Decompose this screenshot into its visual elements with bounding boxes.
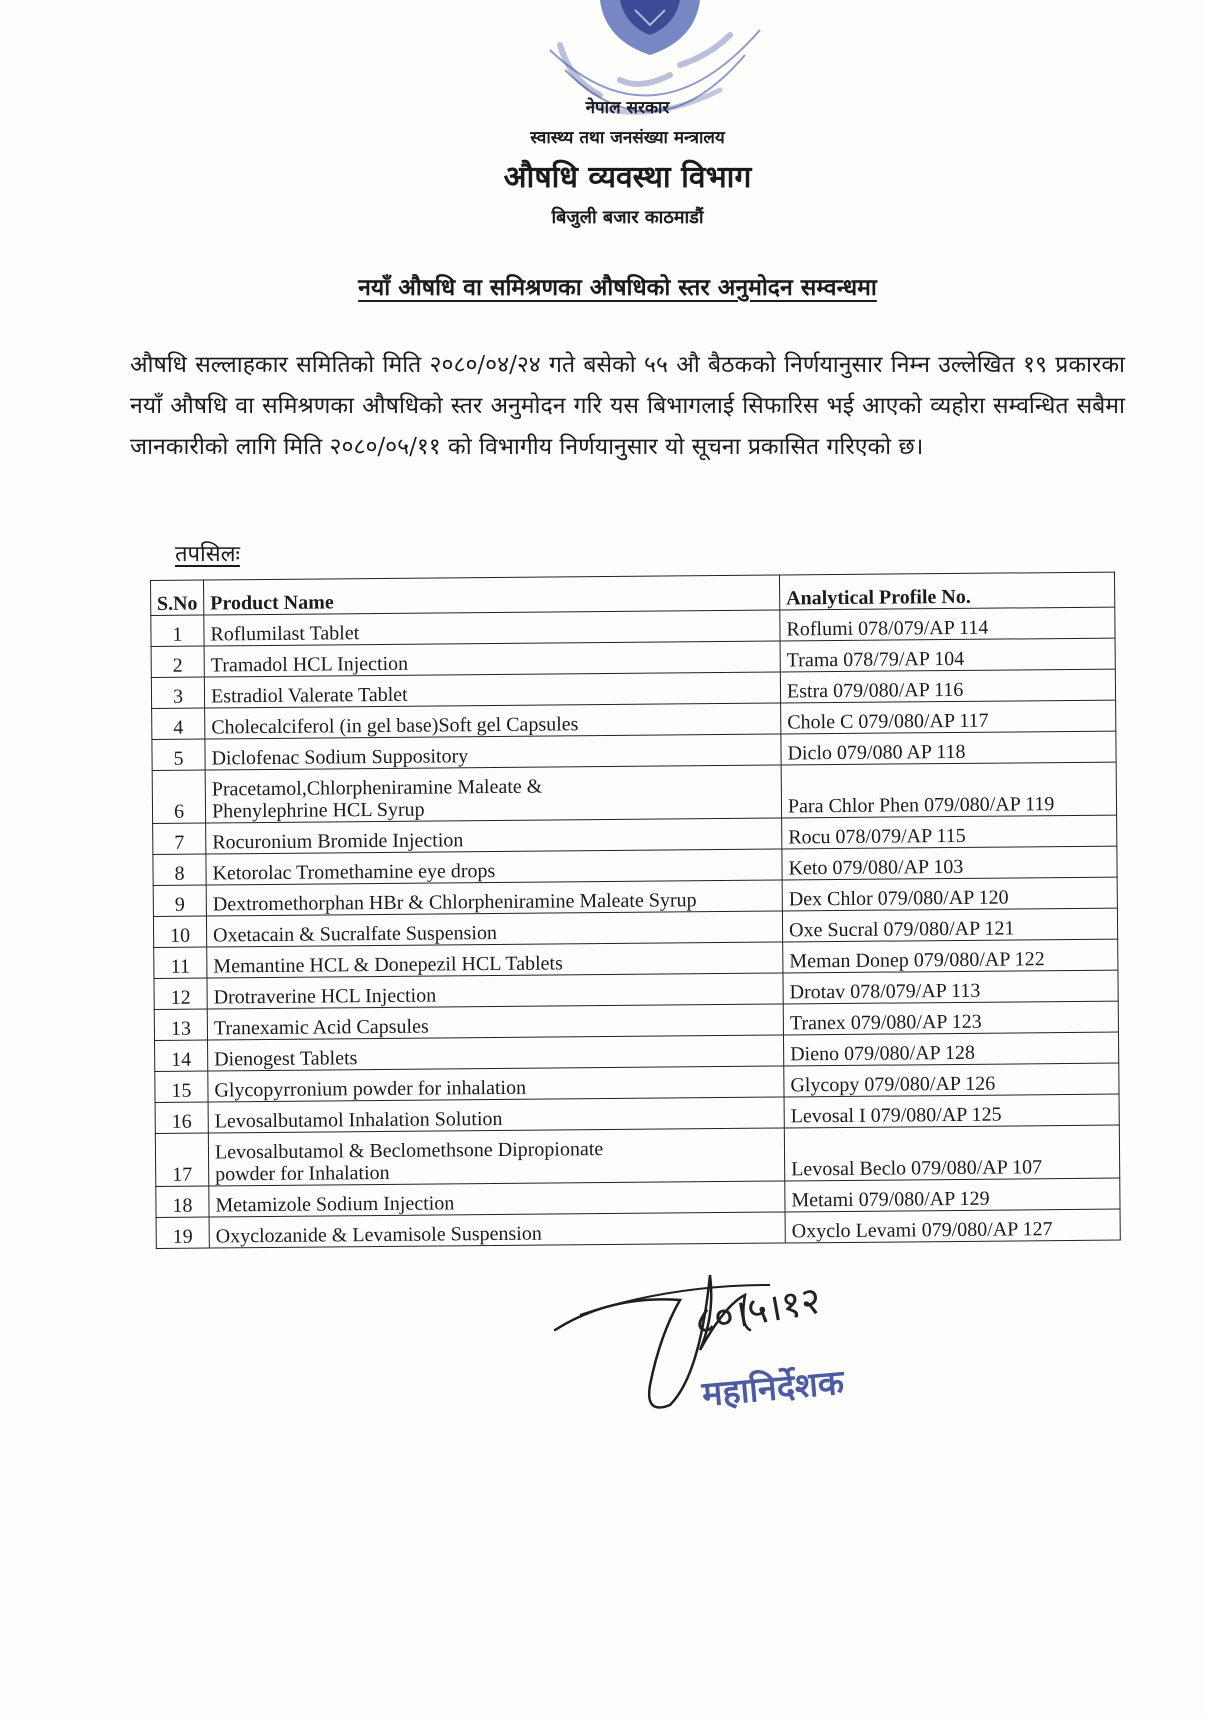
- row-analytical-profile: Dieno 079/080/AP 128: [783, 1032, 1118, 1066]
- row-sno: 19: [156, 1217, 209, 1248]
- row-sno: 4: [152, 708, 205, 739]
- row-analytical-profile: Diclo 079/080 AP 118: [781, 731, 1116, 765]
- row-sno: 9: [153, 885, 206, 916]
- row-product-name: Memantine HCL & Donepezil HCL Tablets: [207, 942, 783, 978]
- row-product-name: Roflumilast Tablet: [204, 610, 780, 646]
- row-product-name: Dextromethorphan HBr & Chlorpheniramine Maleate Syrup: [206, 880, 782, 916]
- row-product-name: Estradiol Valerate Tablet: [204, 672, 780, 708]
- row-sno: 13: [154, 1009, 207, 1040]
- row-product-name: Oxyclozanide & Levamisole Suspension: [209, 1212, 785, 1248]
- table-row: [155, 1125, 1119, 1186]
- row-analytical-profile: Tranex 079/080/AP 123: [783, 1001, 1118, 1035]
- row-analytical-profile: Chole C 079/080/AP 117: [781, 700, 1116, 734]
- header-sno: S.No: [151, 580, 204, 615]
- row-analytical-profile: Levosal I 079/080/AP 125: [784, 1094, 1119, 1128]
- row-sno: 16: [155, 1102, 208, 1133]
- row-analytical-profile: Oxyclo Levami 079/080/AP 127: [785, 1209, 1120, 1243]
- row-product-name-line1: Pracetamol,Chlorpheniramine Maleate &: [211, 775, 543, 801]
- row-sno: 1: [151, 615, 204, 646]
- row-product-name: Diclofenac Sodium Suppository: [205, 734, 781, 770]
- row-product-name: Ketorolac Tromethamine eye drops: [206, 849, 782, 885]
- row-product-name: Rocuronium Bromide Injection: [206, 818, 782, 854]
- row-product-name: [208, 1128, 784, 1186]
- products-table: [150, 572, 1121, 1249]
- row-product-name-line2: powder for Inhalation: [215, 1161, 390, 1186]
- ministry-name: स्वास्थ्य तथा जनसंख्या मन्त्रालय: [530, 128, 725, 148]
- row-product-name: Glycopyrronium powder for inhalation: [208, 1066, 784, 1102]
- row-sno: 11: [154, 947, 207, 978]
- row-sno: 12: [154, 978, 207, 1009]
- row-product-name: Drotraverine HCL Injection: [207, 973, 783, 1009]
- row-product-name: Oxetacain & Sucralfate Suspension: [206, 911, 782, 947]
- row-product-name: Tramadol HCL Injection: [204, 641, 780, 677]
- row-analytical-profile: Metami 079/080/AP 129: [785, 1178, 1120, 1212]
- row-sno: 18: [156, 1186, 209, 1217]
- row-product-name: Cholecalciferol (in gel base)Soft gel Capsules: [205, 703, 781, 739]
- row-analytical-profile: Para Chlor Phen 079/080/AP 119: [781, 762, 1116, 818]
- signature-date: ८०।५।१२: [690, 1277, 825, 1344]
- row-analytical-profile: Roflumi 078/079/AP 114: [780, 607, 1115, 641]
- row-analytical-profile: Glycopy 079/080/AP 126: [784, 1063, 1119, 1097]
- department-address: बिजुली बजार काठमाडौं: [551, 207, 704, 228]
- row-sno: 7: [153, 823, 206, 854]
- row-analytical-profile: Meman Donep 079/080/AP 122: [783, 939, 1118, 973]
- row-sno: 8: [153, 854, 206, 885]
- row-sno: 3: [151, 677, 204, 708]
- products-table-wrapper: [150, 572, 1121, 1249]
- row-analytical-profile: Levosal Beclo 079/080/AP 107: [784, 1125, 1119, 1181]
- row-sno: 2: [151, 646, 204, 677]
- row-sno: 6: [152, 770, 205, 823]
- row-product-name: Tranexamic Acid Capsules: [207, 1004, 783, 1040]
- row-product-name: Dienogest Tablets: [208, 1035, 784, 1071]
- signatory-title: महानिर्देशक: [700, 1362, 846, 1415]
- row-analytical-profile: Estra 079/080/AP 116: [780, 669, 1115, 703]
- row-analytical-profile: Keto 079/080/AP 103: [782, 846, 1117, 880]
- department-name: औषधि व्यवस्था विभाग: [503, 160, 752, 195]
- table-row: [152, 762, 1116, 823]
- government-name: नेपाल सरकार: [585, 98, 670, 118]
- row-product-name: Levosalbutamol Inhalation Solution: [208, 1097, 784, 1133]
- row-sno: 17: [155, 1133, 208, 1186]
- row-analytical-profile: Dex Chlor 079/080/AP 120: [782, 877, 1117, 911]
- row-analytical-profile: Oxe Sucral 079/080/AP 121: [782, 908, 1117, 942]
- notice-subject: [0, 270, 1205, 302]
- details-label: तपसिलः: [175, 542, 240, 567]
- row-analytical-profile: Drotav 078/079/AP 113: [783, 970, 1118, 1004]
- row-analytical-profile: Rocu 078/079/AP 115: [782, 815, 1117, 849]
- row-sno: 14: [155, 1040, 208, 1071]
- header-product-name: Product Name: [204, 575, 780, 615]
- row-product-name: [205, 765, 781, 823]
- row-product-name: Metamizole Sodium Injection: [209, 1181, 785, 1217]
- notice-subject-text: नयाँ औषधि वा समिश्रणका औषधिको स्तर अनुमोदन सम्वन्धमा: [358, 274, 877, 301]
- header-analytical-profile: Analytical Profile No.: [779, 572, 1114, 610]
- row-product-name-line2: Phenylephrine HCL Syrup: [211, 798, 425, 823]
- row-sno: 15: [155, 1071, 208, 1102]
- row-analytical-profile: Trama 078/79/AP 104: [780, 638, 1115, 672]
- row-product-name-line1: Levosalbutamol & Beclomethsone Dipropionate: [214, 1138, 604, 1164]
- row-sno: 10: [153, 916, 206, 947]
- notice-paragraph: औषधि सल्लाहकार समितिको मिति २०८०/०४/२४ गते बसेको ५५ औ बैठकको निर्णयानुसार निम्न उल्लेखित १९ प्रकारका नयाँ औषधि वा समिश्रणका औषधिको स्तर अनुमोदन गरि यस बिभागलाई सिफारिस भई आएको व्यहोरा सम्वन्धित सबैमा जानकारीको लागि मिति २०८०/०५/११ को विभागीय निर्णयानुसार यो सूचना प्रकासित गरिएको छ।: [130, 352, 1125, 460]
- row-sno: 5: [152, 739, 205, 770]
